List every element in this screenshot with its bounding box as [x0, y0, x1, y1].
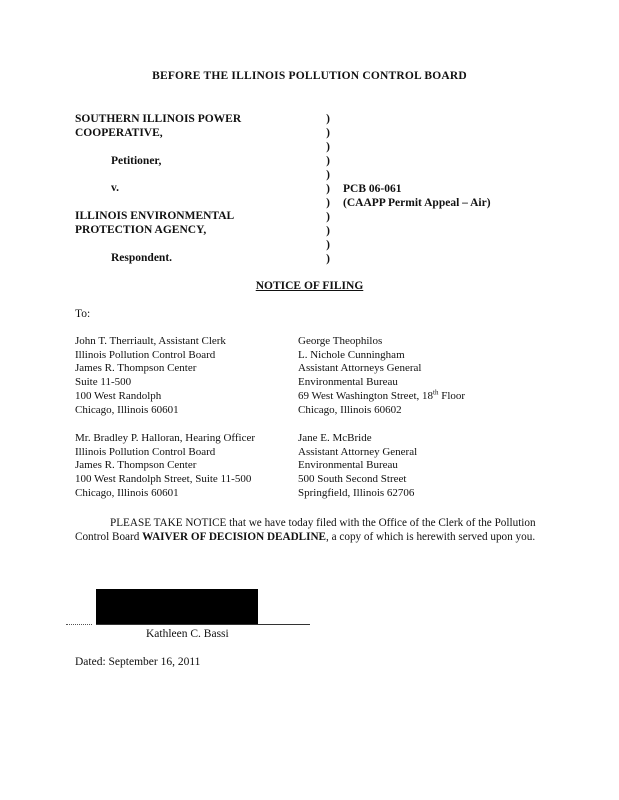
filed-document-title: WAIVER OF DECISION DEADLINE: [142, 531, 327, 543]
petitioner-name-line1: SOUTHERN ILLINOIS POWER: [75, 113, 242, 125]
service-address-hearing-officer: [75, 432, 255, 501]
address-line: L. Nichole Cunningham: [298, 348, 405, 361]
signature-dotted-line: [66, 624, 92, 625]
respondent-name-line2: PROTECTION AGENCY,: [75, 224, 207, 236]
to-label: To:: [75, 308, 91, 320]
address-street: 69 West Washington Street, 18: [298, 389, 434, 402]
redacted-signature: [96, 589, 258, 624]
address-line: Chicago, Illinois 60602: [298, 403, 402, 416]
address-line: 500 South Second Street: [298, 473, 407, 486]
notice-title: NOTICE OF FILING: [255, 280, 364, 292]
case-type: (CAAPP Permit Appeal – Air): [343, 197, 491, 209]
address-line: Environmental Bureau: [298, 376, 398, 389]
address-line: Mr. Bradley P. Halloran, Hearing Officer: [75, 432, 256, 444]
address-line: George Theophilos: [298, 335, 383, 347]
address-line: Jane E. McBride: [298, 432, 372, 444]
caption-paren: ): [326, 113, 330, 125]
address-line: Environmental Bureau: [298, 459, 398, 472]
caption-paren: ): [326, 183, 330, 195]
paragraph-text-after: , a copy of which is herewith served upon you.: [326, 531, 536, 543]
petitioner-role: Petitioner,: [111, 155, 162, 167]
ordinal-suffix: th: [433, 388, 439, 397]
caption-paren: ): [326, 225, 330, 237]
document-title: BEFORE THE ILLINOIS POLLUTION CONTROL BOARD: [152, 70, 467, 82]
caption-paren: ): [326, 253, 330, 265]
case-number: PCB 06-061: [343, 183, 402, 195]
notice-paragraph: [75, 516, 545, 544]
address-line: [298, 390, 465, 404]
petitioner-name-line2: COOPERATIVE,: [75, 127, 163, 139]
address-line: Illinois Pollution Control Board: [75, 445, 216, 458]
versus-label: v.: [111, 182, 119, 194]
address-line: 100 West Randolph: [75, 389, 162, 402]
address-line: James R. Thompson Center: [75, 459, 197, 472]
caption-paren: ): [326, 155, 330, 167]
date-line: Dated: September 16, 2011: [75, 656, 201, 668]
service-address-attorneys-general: [298, 335, 465, 417]
address-line: James R. Thompson Center: [75, 362, 197, 375]
address-line: Assistant Attorneys General: [298, 362, 422, 375]
caption-paren: ): [326, 197, 330, 209]
address-line: John T. Therriault, Assistant Clerk: [75, 335, 226, 347]
address-line: Illinois Pollution Control Board: [75, 348, 216, 361]
paragraph-text-before: PLEASE TAKE NOTICE that we have today filed with the Office of the Clerk of the Pollution Control Board: [75, 517, 536, 543]
address-line: Assistant Attorney General: [298, 445, 418, 458]
address-line: Chicago, Illinois 60601: [75, 486, 179, 499]
caption-paren: ): [326, 127, 330, 139]
respondent-role: Respondent.: [111, 252, 173, 264]
respondent-name-line1: ILLINOIS ENVIRONMENTAL: [75, 210, 235, 222]
address-line: Chicago, Illinois 60601: [75, 403, 179, 416]
service-address-assistant-ag: [298, 432, 417, 501]
service-address-clerk: [75, 335, 226, 417]
address-line: 100 West Randolph Street, Suite 11-500: [75, 473, 252, 486]
address-floor: Floor: [438, 389, 466, 402]
caption-paren: ): [326, 239, 330, 251]
signature-line: [96, 624, 310, 625]
caption-paren: ): [326, 211, 330, 223]
signer-name: Kathleen C. Bassi: [146, 628, 229, 640]
address-line: Suite 11-500: [75, 376, 132, 389]
address-line: Springfield, Illinois 62706: [298, 486, 415, 499]
caption-paren: ): [326, 169, 330, 181]
caption-paren: ): [326, 141, 330, 153]
